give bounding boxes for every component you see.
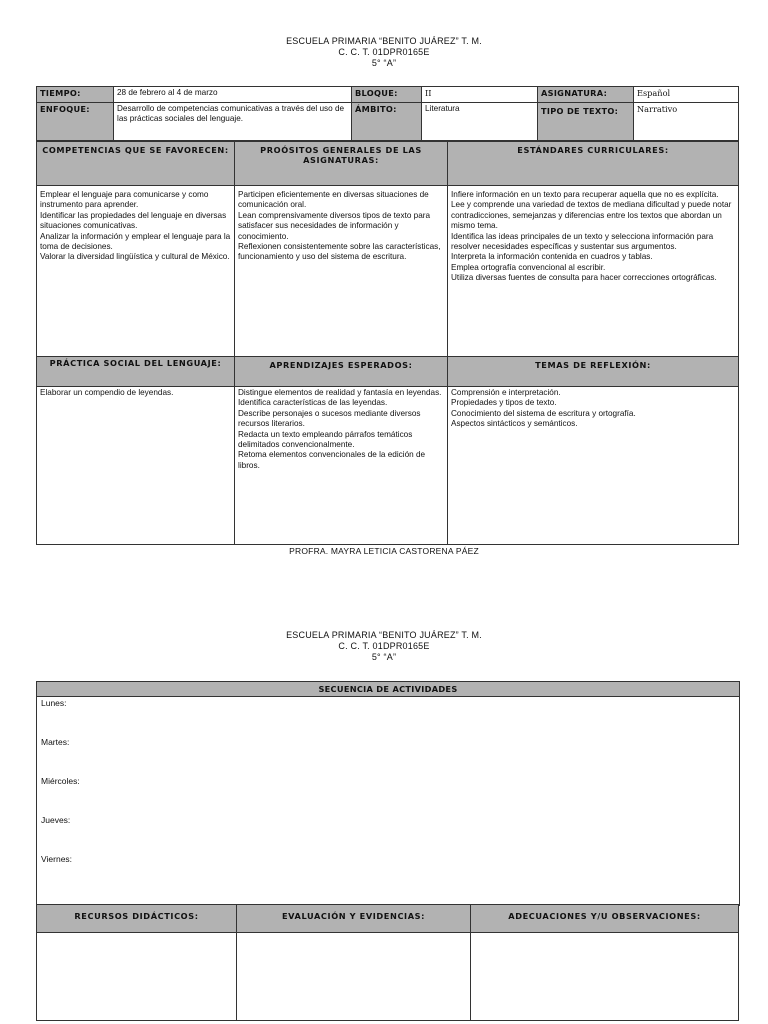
school-group: 5° “A” xyxy=(371,652,397,662)
aprendizajes-cell xyxy=(235,387,448,545)
propositos-header: PROÓSITOS GENERALES DE LAS ASIGNATURAS: xyxy=(235,142,448,186)
day-martes: Martes: xyxy=(41,737,70,747)
practica-item: Elaborar un compendio de leyendas. xyxy=(40,388,174,397)
practica-cell xyxy=(37,387,235,545)
page-2-header xyxy=(0,630,768,663)
aprendizajes-item: Identifica características de las leyendas. xyxy=(238,398,388,408)
recursos-cell xyxy=(37,933,237,1021)
competencias-item: Valorar la diversidad lingüística y cultural de México. xyxy=(40,252,230,262)
day-jueves: Jueves: xyxy=(41,815,71,825)
school-cct: C. C. T. 01DPR0165E xyxy=(338,641,430,651)
aprendizajes-item: Describe personajes o sucesos mediante diversos recursos literarios. xyxy=(238,408,421,429)
propositos-item: Participen eficientemente en diversas situaciones de comunicación oral. xyxy=(238,190,429,210)
aprendizajes-header: APRENDIZAJES ESPERADOS: xyxy=(235,357,448,387)
estandares-item: Utiliza diversas fuentes de consulta para hacer correcciones ortográficas. xyxy=(451,273,717,283)
competencias-item: Identificar las propiedades del lenguaje en diversas situaciones comunicativas. xyxy=(40,210,227,231)
ambito-label: ÁMBITO: xyxy=(352,103,422,141)
resources-table xyxy=(36,904,739,1021)
competencias-item: Emplear el lenguaje para comunicarse y como instrumento para aprender. xyxy=(40,190,209,210)
competencias-item: Analizar la información y emplear el lenguaje para la toma de decisiones. xyxy=(40,231,231,252)
competencias-header: COMPETENCIAS QUE SE FAVORECEN: xyxy=(37,142,235,186)
competencias-cell xyxy=(37,186,235,357)
estandares-header: ESTÁNDARES CURRICULARES: xyxy=(448,142,739,186)
estandares-item: Lee y comprende una variedad de textos de mediana dificultad y puede notar contradicciones, semejanzas y diferencias entre los textos que abordan un mismo tema. xyxy=(451,200,732,231)
bloque-label: BLOQUE: xyxy=(352,87,422,103)
aprendizajes-item: Retoma elementos convencionales de la edición de libros. xyxy=(238,450,426,470)
page-1-header xyxy=(0,36,768,69)
estandares-item: Emplea ortografía convencional al escribir. xyxy=(451,262,606,272)
estandares-item: Infiere información en un texto para recuperar aquella que no es explícita. xyxy=(451,190,719,199)
practica-table xyxy=(36,356,739,545)
adecuaciones-cell xyxy=(471,933,739,1021)
enfoque-value: Desarrollo de competencias comunicativas a través del uso de las prácticas sociales del lenguaje. xyxy=(114,103,352,141)
sequence-title: SECUENCIA DE ACTIVIDADES xyxy=(37,682,739,697)
asignatura-value: Español xyxy=(634,87,739,103)
activity-sequence-box xyxy=(36,681,740,906)
temas-cell xyxy=(448,387,739,545)
asignatura-label: ASIGNATURA: xyxy=(538,87,634,103)
recursos-header: RECURSOS DIDÁCTICOS: xyxy=(37,905,237,933)
propositos-item: Lean comprensivamente diversos tipos de texto para satisfacer sus necesidades de información y conocimiento. xyxy=(238,210,431,241)
competencias-table xyxy=(36,141,739,357)
aprendizajes-item: Redacta un texto empleando párrafos temáticos delimitados convencionalmente. xyxy=(238,429,413,450)
evaluacion-cell xyxy=(237,933,471,1021)
tiempo-value: 28 de febrero al 4 de marzo xyxy=(114,87,352,103)
enfoque-label: ENFOQUE: xyxy=(37,103,114,141)
school-group: 5° “A” xyxy=(371,58,397,68)
tipo-texto-value: Narrativo xyxy=(634,103,739,141)
teacher-name: PROFRA. MAYRA LETICIA CASTORENA PÁEZ xyxy=(289,546,479,556)
school-name: ESCUELA PRIMARIA “BENITO JUÁREZ” T. M. xyxy=(286,36,482,46)
adecuaciones-header: ADECUACIONES Y/U OBSERVACIONES: xyxy=(471,905,739,933)
temas-header: TEMAS DE REFLEXIÓN: xyxy=(448,357,739,387)
day-viernes: Viernes: xyxy=(41,854,73,864)
temas-item: Aspectos sintácticos y semánticos. xyxy=(451,419,578,429)
estandares-item: Identifica las ideas principales de un texto y selecciona información para resolver necesidades específicas y sustentar sus argumentos. xyxy=(451,231,714,252)
propositos-item: Reflexionen consistentemente sobre las características, funcionamiento y uso del sistema de escritura. xyxy=(238,242,441,262)
day-miercoles: Miércoles: xyxy=(41,776,80,786)
tipo-texto-label: TIPO DE TEXTO: xyxy=(538,103,634,141)
estandares-item: Interpreta la información contenida en cuadros y tablas. xyxy=(451,252,653,262)
evaluacion-header: EVALUACIÓN Y EVIDENCIAS: xyxy=(237,905,471,933)
school-cct: C. C. T. 01DPR0165E xyxy=(338,47,430,57)
tiempo-label: TIEMPO: xyxy=(37,87,114,103)
day-lunes: Lunes: xyxy=(41,698,67,708)
estandares-cell xyxy=(448,186,739,357)
propositos-cell xyxy=(235,186,448,357)
info-table xyxy=(36,86,739,141)
temas-item: Comprensión e interpretación. xyxy=(451,388,561,397)
school-name: ESCUELA PRIMARIA “BENITO JUÁREZ” T. M. xyxy=(286,630,482,640)
practica-header: PRÁCTICA SOCIAL DEL LENGUAJE: xyxy=(37,357,235,387)
ambito-value: Literatura xyxy=(422,103,538,141)
temas-item: Propiedades y tipos de texto. xyxy=(451,398,557,408)
temas-item: Conocimiento del sistema de escritura y ortografía. xyxy=(451,408,636,418)
bloque-value: II xyxy=(422,87,538,103)
aprendizajes-item: Distingue elementos de realidad y fantasía en leyendas. xyxy=(238,388,442,397)
